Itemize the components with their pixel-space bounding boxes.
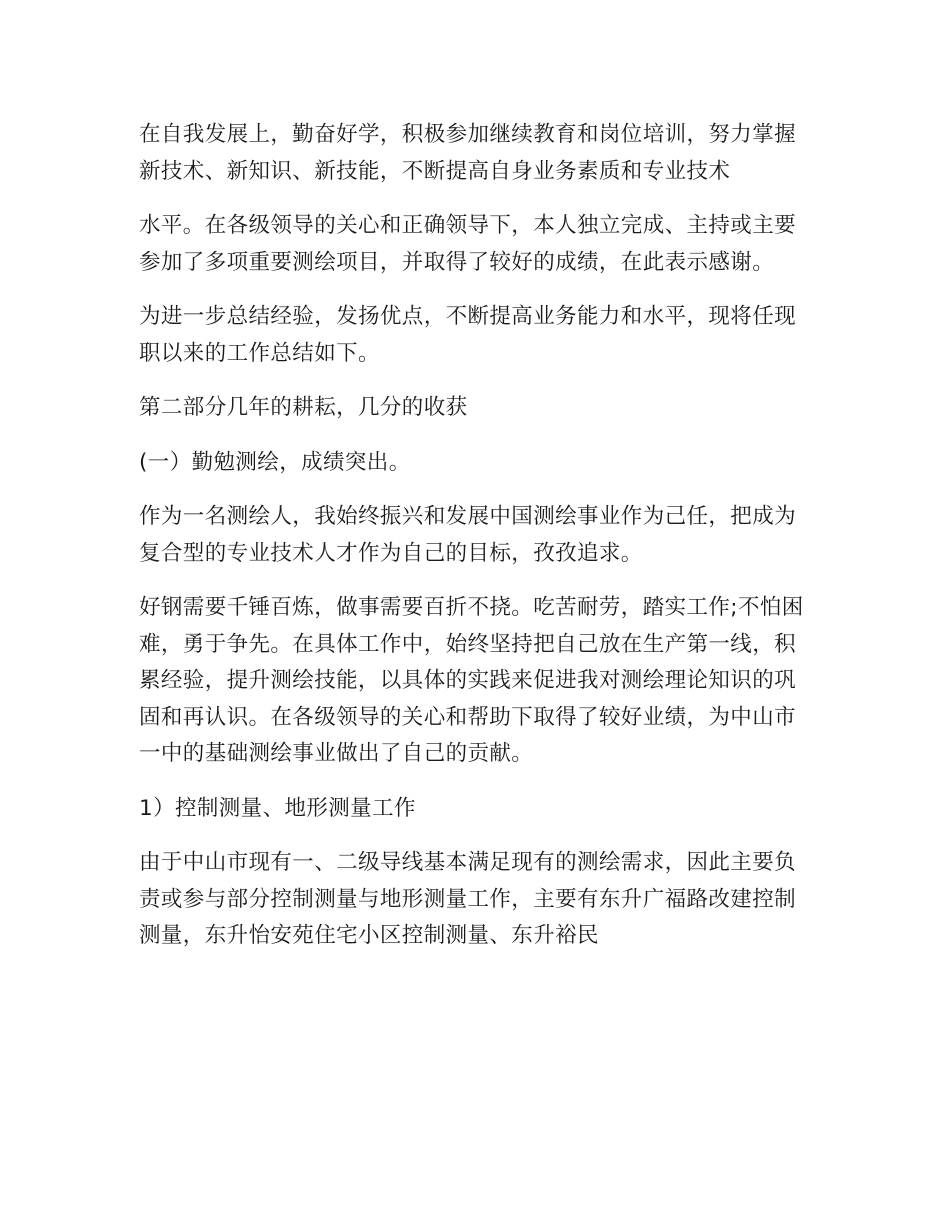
paragraph-summary-intro: 为进一步总结经验，发扬优点，不断提高业务能力和水平，现将任现职以来的工作总结如下。 xyxy=(139,304,797,366)
paragraph-surveyor-goal: 作为一名测绘人，我始终振兴和发展中国测绘事业作为己任，把成为复合型的专业技术人才作为自己的目标，孜孜追求。 xyxy=(139,504,797,566)
paragraph-self-development: 在自我发展上，勤奋好学，积极参加继续教育和岗位培训，努力掌握新技术、新知识、新技能，不断提高自身业务素质和专业技术 xyxy=(139,122,797,184)
subsection-heading-one: (一）勤勉测绘，成绩突出。 xyxy=(139,449,411,475)
paragraph-control-survey-details: 由于中山市现有一、二级导线基本满足现有的测绘需求，因此主要负责或参与部分控制测量与地形测量工作，主要有东升广福路改建控制测量，东升怡安苑住宅小区控制测量、东升裕民 xyxy=(139,850,797,948)
section-heading-part-two: 第二部分几年的耕耘，几分的收获 xyxy=(139,395,468,420)
paragraph-hard-work: 好钢需要千锤百炼，做事需要百折不挠。吃苦耐劳，踏实工作;不怕困难，勇于争先。在具体工作中，始终坚持把自己放在生产第一线，积累经验，提升测绘技能，以具体的实践来促进我对测绘理论知识的巩固和再认识。在各级领导的关心和帮助下取得了较好业绩，为中山市一中的基础测绘事业做出了自己的贡献。 xyxy=(139,595,804,766)
document-body xyxy=(139,117,811,973)
paragraph-leadership-thanks: 水平。在各级领导的关心和正确领导下，本人独立完成、主持或主要参加了多项重要测绘项目，并取得了较好的成绩，在此表示感谢。 xyxy=(139,213,797,275)
item-heading-control-survey: 1）控制测量、地形测量工作 xyxy=(139,795,416,821)
